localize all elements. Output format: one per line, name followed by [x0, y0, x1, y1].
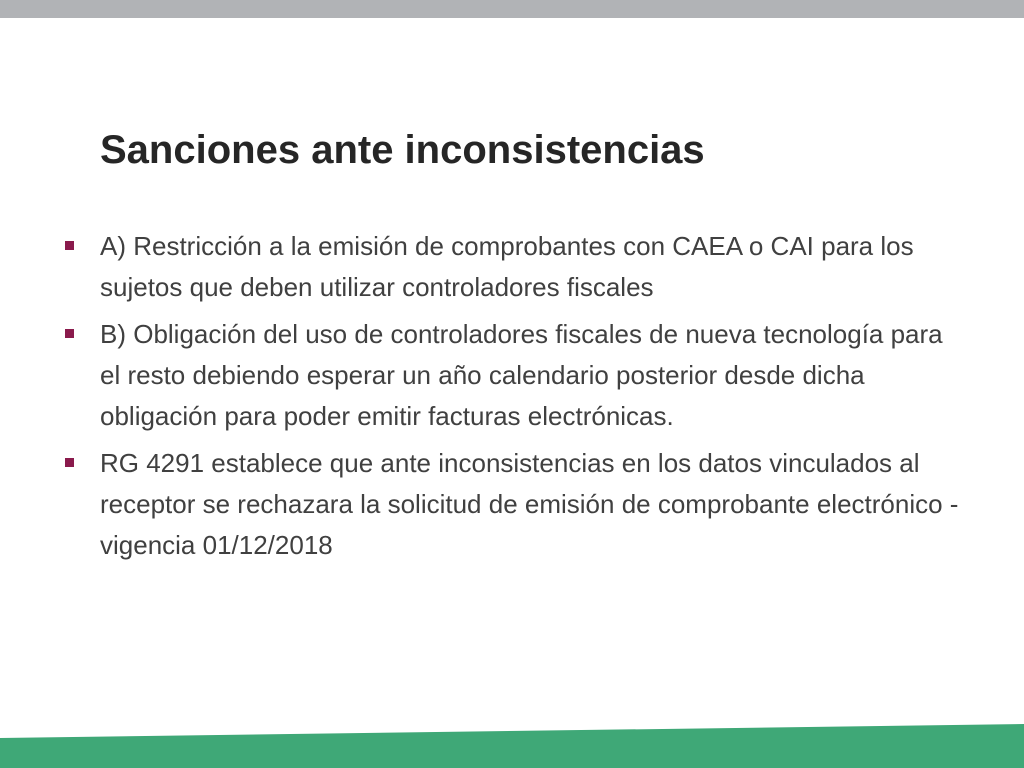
bullet-text: B) Obligación del uso de controladores fiscales de nueva tecnología para el resto debiendo esperar un año calendario posterior desde dicha obligación para poder emitir facturas electrónicas. — [100, 319, 943, 431]
bullet-list — [62, 226, 962, 572]
bullet-text: A) Restricción a la emisión de comprobantes con CAEA o CAI para los sujetos que deben utilizar controladores fiscales — [100, 231, 914, 302]
bullet-item-rg — [62, 443, 962, 566]
bottom-band-polygon — [0, 724, 1024, 768]
square-bullet-icon — [65, 329, 74, 338]
bottom-band-shape — [0, 724, 1024, 768]
bottom-accent-band — [0, 724, 1024, 768]
square-bullet-icon — [65, 241, 74, 250]
square-bullet-icon — [65, 458, 74, 467]
bullet-item-a — [62, 226, 962, 308]
bullet-item-b — [62, 314, 962, 437]
slide-title: Sanciones ante inconsistencias — [100, 128, 705, 172]
bullet-text: RG 4291 establece que ante inconsistencias en los datos vinculados al receptor se rechazara la solicitud de emisión de comprobante electrónico - vigencia 01/12/2018 — [100, 448, 959, 560]
top-accent-bar — [0, 0, 1024, 18]
